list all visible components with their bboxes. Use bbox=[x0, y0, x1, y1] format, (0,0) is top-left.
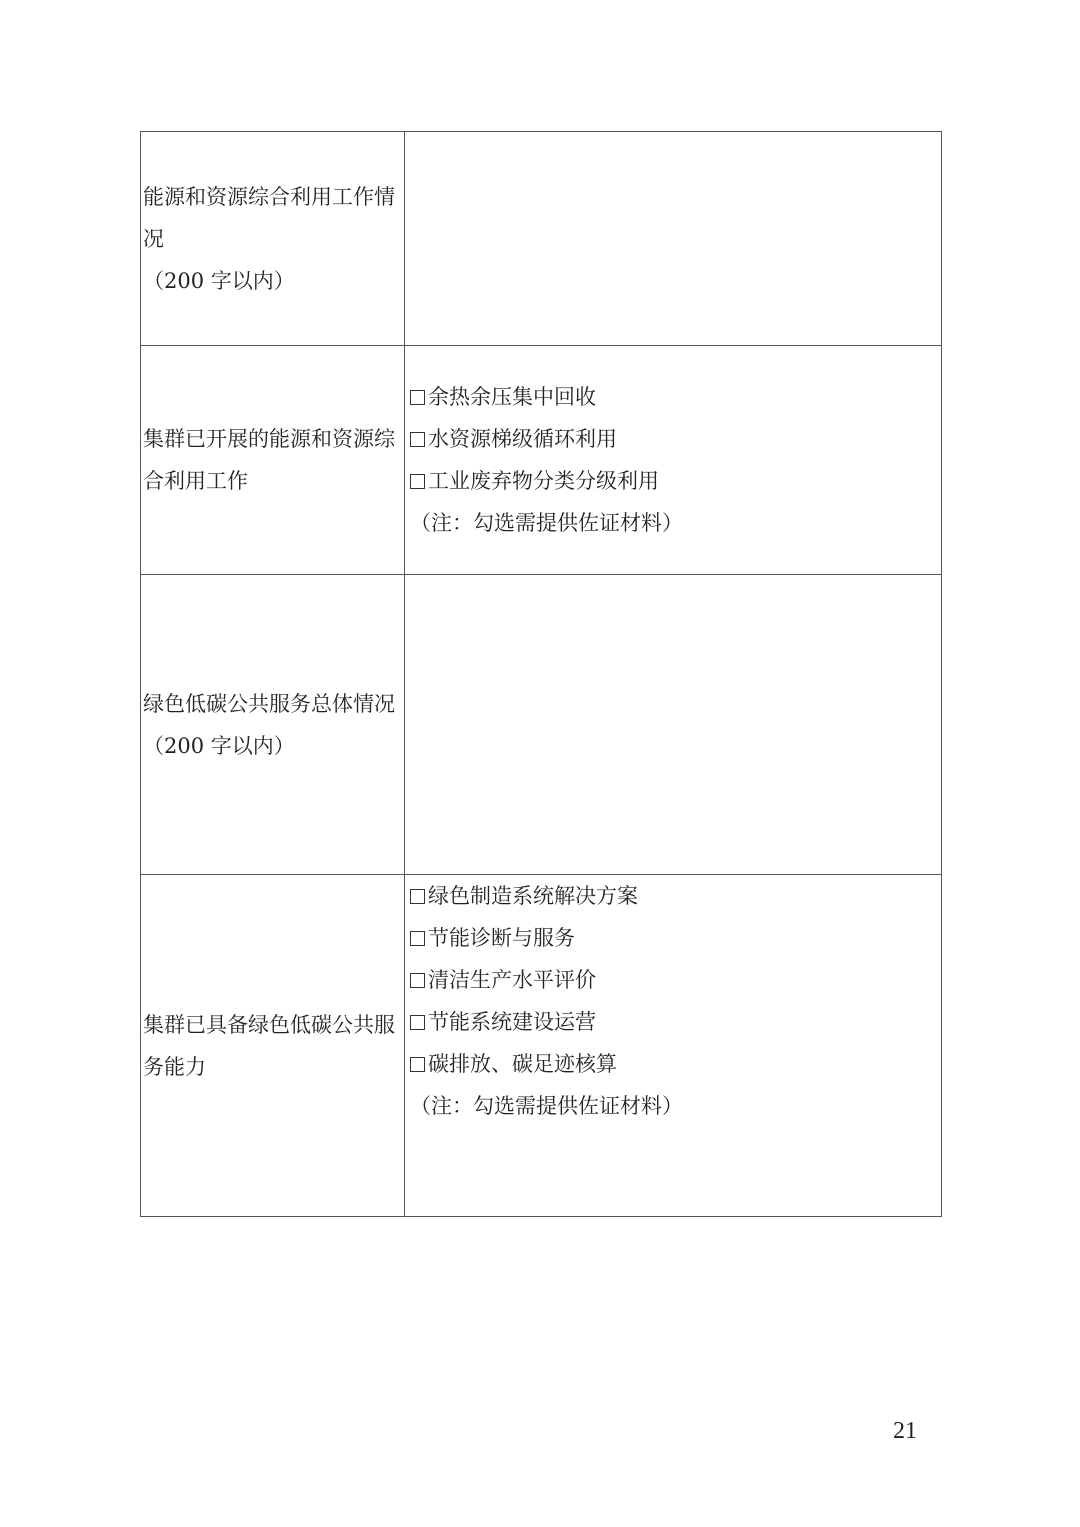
checkbox-icon[interactable] bbox=[410, 973, 425, 988]
label-line: 集群已具备绿色低碳公共服 bbox=[143, 1012, 395, 1037]
row-label-public-service-capability bbox=[141, 875, 405, 1217]
checkbox-option[interactable] bbox=[408, 1001, 941, 1043]
label-line: 能源和资源综合利用工作情 bbox=[143, 184, 395, 209]
checkbox-icon[interactable] bbox=[410, 1015, 425, 1030]
option-label: 碳排放、碳足迹核算 bbox=[428, 1052, 617, 1076]
checkbox-option[interactable] bbox=[408, 376, 941, 418]
label-line: 合利用工作 bbox=[143, 469, 248, 493]
checkbox-option[interactable] bbox=[408, 1043, 941, 1085]
option-label: 余热余压集中回收 bbox=[428, 385, 596, 409]
label-line: 集群已开展的能源和资源综 bbox=[143, 427, 395, 451]
checkbox-icon[interactable] bbox=[410, 1057, 425, 1072]
row-label-utilization-work-done bbox=[141, 346, 405, 575]
checkbox-option[interactable] bbox=[408, 460, 941, 502]
checkbox-icon[interactable] bbox=[410, 390, 425, 405]
label-line: （200 字以内） bbox=[143, 733, 295, 758]
label-line: 绿色低碳公共服务总体情况 bbox=[143, 691, 395, 716]
checkbox-icon[interactable] bbox=[410, 931, 425, 946]
energy-resource-utilization-input-area[interactable] bbox=[405, 132, 942, 346]
checkbox-icon[interactable] bbox=[410, 432, 425, 447]
label-line: （200 字以内） bbox=[143, 268, 295, 293]
note-text: （注：勾选需提供佐证材料） bbox=[410, 511, 683, 535]
checkbox-option[interactable] bbox=[408, 875, 941, 917]
public-service-overview-input-area[interactable] bbox=[405, 575, 942, 875]
option-label: 节能诊断与服务 bbox=[428, 926, 575, 950]
table-row bbox=[141, 575, 942, 875]
utilization-work-options bbox=[405, 346, 942, 575]
checkbox-icon[interactable] bbox=[410, 474, 425, 489]
checkbox-option[interactable] bbox=[408, 917, 941, 959]
label-line: 况 bbox=[143, 226, 164, 251]
option-label: 工业废弃物分类分级利用 bbox=[428, 469, 659, 493]
note-text: （注：勾选需提供佐证材料） bbox=[410, 1094, 683, 1118]
public-service-capability-options bbox=[405, 875, 942, 1217]
label-line: 务能力 bbox=[143, 1054, 206, 1079]
row-label-energy-resource-utilization bbox=[141, 132, 405, 346]
option-label: 节能系统建设运营 bbox=[428, 1010, 596, 1034]
option-label: 绿色制造系统解决方案 bbox=[428, 884, 638, 908]
checkbox-option[interactable] bbox=[408, 959, 941, 1001]
table-row bbox=[141, 346, 942, 575]
row-label-public-service-overview bbox=[141, 575, 405, 875]
page-number: 21 bbox=[893, 1418, 917, 1444]
table-row bbox=[141, 132, 942, 346]
application-form-table bbox=[140, 131, 942, 1217]
table-row bbox=[141, 875, 942, 1217]
option-label: 水资源梯级循环利用 bbox=[428, 427, 617, 451]
option-label: 清洁生产水平评价 bbox=[428, 968, 596, 992]
checkbox-option[interactable] bbox=[408, 418, 941, 460]
checkbox-icon[interactable] bbox=[410, 889, 425, 904]
